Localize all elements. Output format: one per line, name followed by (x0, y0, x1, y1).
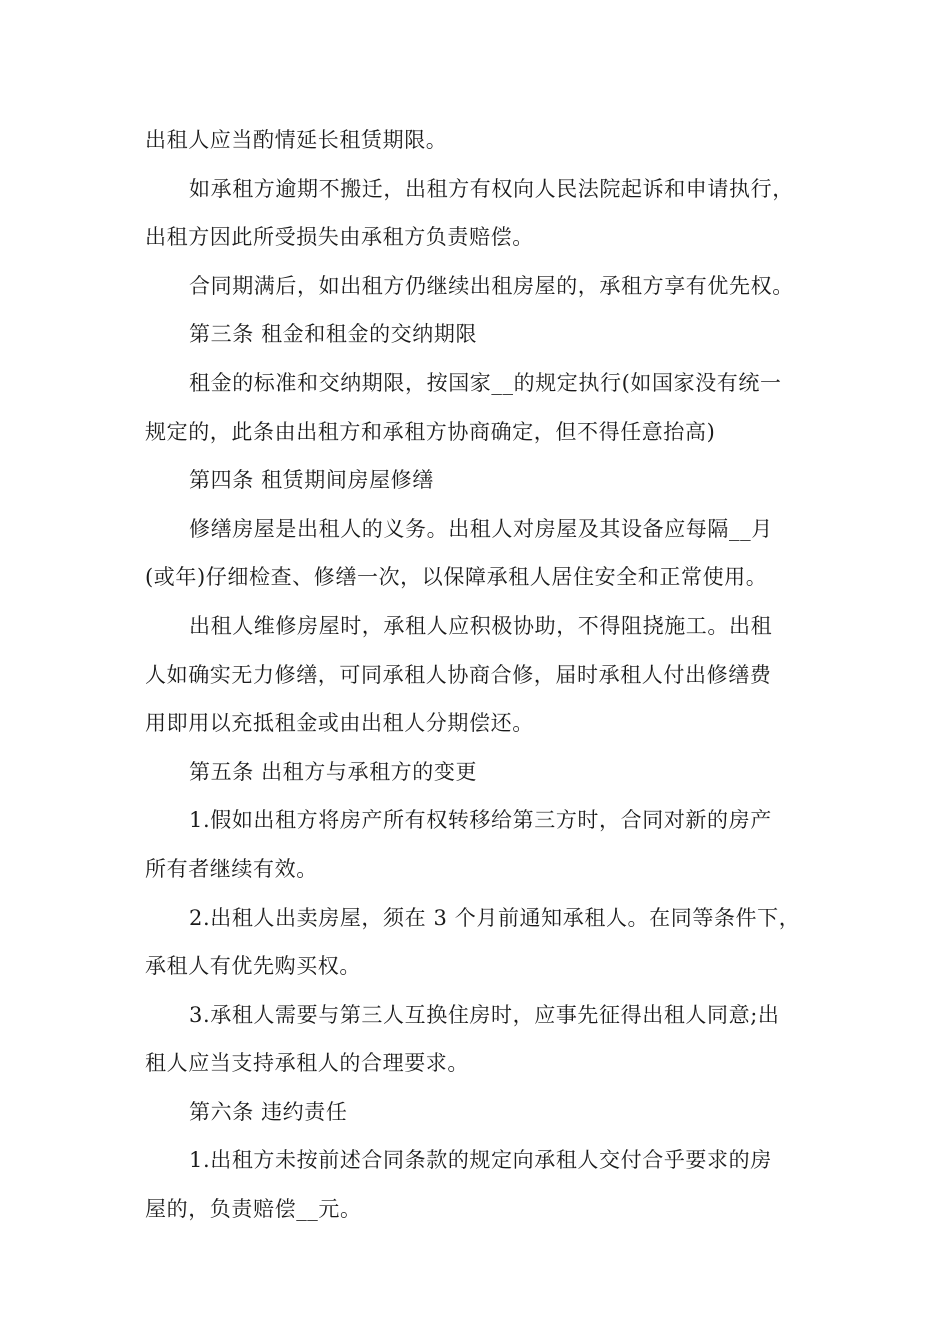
text-line: (或年)仔细检查、修缮一次，以保障承租人居住安全和正常使用。 (145, 565, 768, 590)
text-line: 1.假如出租方将房产所有权转移给第三方时，合同对新的房产 (189, 808, 772, 833)
text-line: 所有者继续有效。 (145, 856, 318, 881)
text-line: 出租人维修房屋时，承租人应积极协助，不得阻挠施工。出租 (189, 613, 773, 638)
text-line: 用即用以充抵租金或由出租人分期偿还。 (145, 711, 534, 736)
text-line: 如承租方逾期不搬迁，出租方有权向人民法院起诉和申请执行， (189, 176, 794, 201)
text-line: 出租人应当酌情延长租赁期限。 (145, 128, 448, 152)
section-heading: 第六条 违约责任 (189, 1099, 348, 1124)
text-line: 3.承租人需要与第三人互换住房时，应事先征得出租人同意;出 (189, 1002, 780, 1027)
section-heading: 第五条 出租方与承租方的变更 (189, 759, 478, 784)
section-heading: 第三条 租金和租金的交纳期限 (189, 322, 478, 347)
text-line: 合同期满后，如出租方仍继续出租房屋的，承租方享有优先权。 (189, 273, 794, 298)
section-heading: 第四条 租赁期间房屋修缮 (189, 468, 434, 493)
text-line: 出租方因此所受损失由承租方负责赔偿。 (145, 225, 534, 250)
text-line: 人如确实无力修缮，可同承租人协商合修，届时承租人付出修缮费 (145, 662, 772, 687)
text-line: 屋的，负责赔偿__元。 (145, 1197, 362, 1222)
text-line: 1.出租方未按前述合同条款的规定向承租人交付合乎要求的房 (189, 1148, 772, 1173)
text-line: 承租人有优先购买权。 (145, 954, 361, 979)
text-line: 修缮房屋是出租人的义务。出租人对房屋及其设备应每隔__月 (189, 516, 773, 541)
text-line: 2.出租人出卖房屋，须在 3 个月前通知承租人。在同等条件下， (189, 905, 801, 930)
text-line: 租金的标准和交纳期限，按国家__的规定执行(如国家没有统一 (189, 370, 782, 395)
text-line: 规定的，此条由出租方和承租方协商确定，但不得任意抬高) (145, 419, 716, 444)
text-line: 租人应当支持承租人的合理要求。 (145, 1051, 469, 1076)
document-body (145, 116, 810, 1234)
